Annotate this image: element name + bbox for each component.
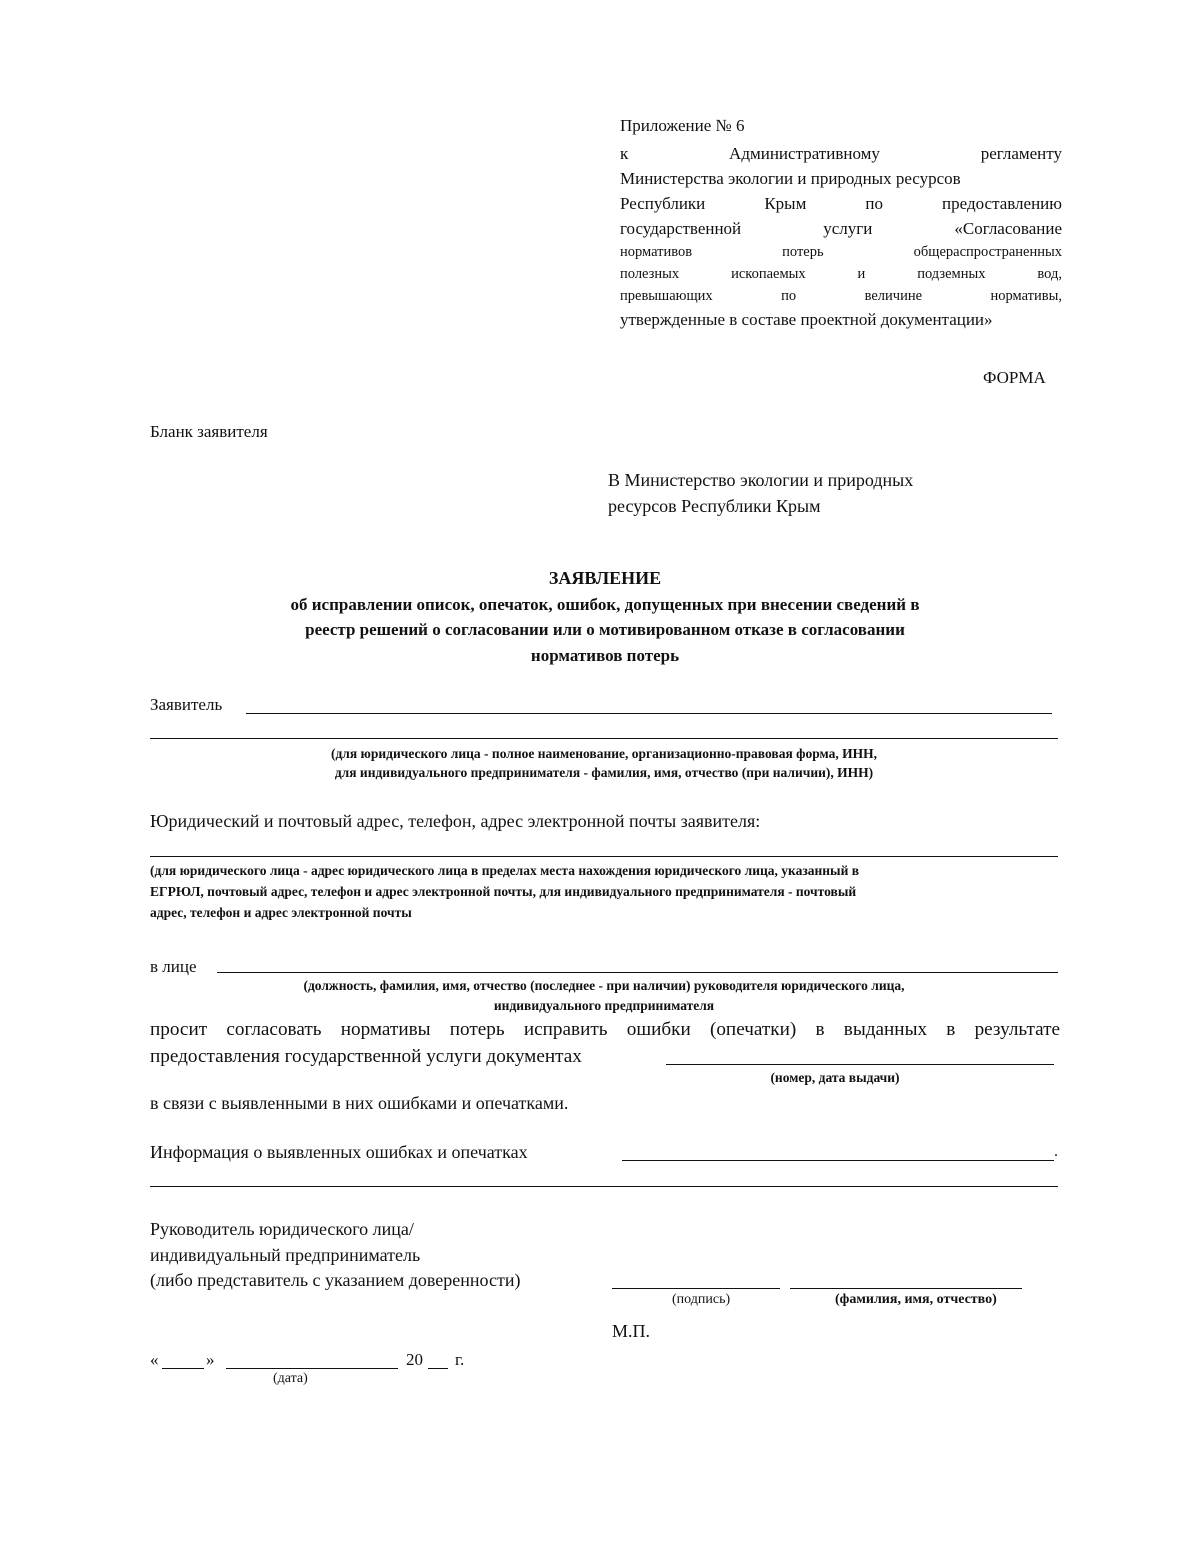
title-line-2: реестр решений о согласовании или о мотивированном отказе в согласовании [305, 620, 905, 639]
address-field-line[interactable] [150, 856, 1058, 857]
stamp-label: М.П. [612, 1321, 651, 1341]
appendix-word: по [781, 288, 797, 304]
appendix-line [620, 263, 1062, 285]
document-title: ЗАЯВЛЕНИЕ [548, 568, 662, 588]
appendix-word: Республики [620, 194, 706, 213]
appendix-text [620, 141, 1062, 332]
appendix-word: полезных [620, 266, 680, 282]
appendix-line [620, 141, 1062, 166]
appendix-word: величине [864, 288, 923, 304]
appendix-block [620, 114, 1062, 332]
addressee-line-1: В Министерство экологии и природных [608, 470, 914, 490]
appendix-word: Крым [764, 194, 807, 213]
title-line-3: нормативов потерь [530, 646, 680, 665]
applicant-label: Заявитель [150, 695, 223, 714]
appendix-word: ископаемых [731, 266, 806, 282]
signature-hint: (подпись) [672, 1292, 731, 1307]
documents-hint: (номер, дата выдачи) [770, 1070, 900, 1085]
signature-field-line[interactable] [612, 1288, 780, 1289]
representative-label: в лице [150, 957, 197, 976]
address-hint-3: адрес, телефон и адрес электронной почты [150, 905, 412, 920]
appendix-word: вод, [1037, 266, 1062, 282]
signature-line-2: индивидуальный предприниматель [150, 1245, 421, 1265]
representative-hint-2: индивидуального предпринимателя [493, 998, 715, 1013]
applicant-field-line-1[interactable] [246, 713, 1052, 714]
appendix-number: Приложение № 6 [620, 116, 745, 135]
title-line-1: об исправлении описок, опечаток, ошибок, допущенных при внесении сведений в [290, 595, 920, 614]
address-label: Юридический и почтовый адрес, телефон, адрес электронной почты заявителя: [150, 811, 761, 831]
appendix-line [620, 285, 1062, 307]
full-name-hint: (фамилия, имя, отчество) [835, 1292, 997, 1307]
appendix-word: по [865, 194, 883, 213]
errors-info-end-mark: . [1054, 1143, 1058, 1160]
appendix-word: государственной [620, 219, 742, 238]
request-line-3: в связи с выявленными в них ошибками и опечатками. [150, 1093, 569, 1113]
request-line-2: предоставления государственной услуги документах [150, 1046, 582, 1067]
address-hint-2: ЕГРЮЛ, почтовый адрес, телефон и адрес электронной почты, для индивидуального предпринимателя - почтовый [150, 884, 857, 899]
appendix-word: услуги [823, 219, 873, 238]
appendix-line [620, 166, 1062, 191]
appendix-word: превышающих [620, 288, 713, 304]
appendix-word: «Согласование [954, 219, 1062, 238]
form-label: ФОРМА [983, 368, 1046, 387]
date-day-field[interactable] [162, 1368, 204, 1369]
errors-info-field-line-1[interactable] [622, 1160, 1054, 1161]
appendix-word: нормативы, [990, 288, 1062, 304]
appendix-line [620, 191, 1062, 216]
representative-hint-1: (должность, фамилия, имя, отчество (последнее - при наличии) руководителя юридического лица, [303, 978, 905, 993]
errors-info-label: Информация о выявленных ошибках и опечатках [150, 1142, 528, 1162]
address-hint-1: (для юридического лица - адрес юридического лица в пределах места нахождения юридического лица, указанный в [150, 863, 860, 878]
date-year-field[interactable] [428, 1368, 448, 1369]
appendix-line [620, 307, 1062, 332]
date-year-prefix: 20 [406, 1350, 423, 1369]
signature-line-1: Руководитель юридического лица/ [150, 1219, 414, 1239]
applicant-blank-label: Бланк заявителя [150, 422, 268, 441]
errors-info-field-line-2[interactable] [150, 1186, 1058, 1187]
date-close-quote: » [206, 1350, 215, 1369]
appendix-word: и [857, 266, 866, 282]
appendix-word: утвержденные в составе проектной документации» [620, 310, 993, 329]
addressee-line-2: ресурсов Республики Крым [608, 496, 821, 516]
request-line-1: просит согласовать нормативы потерь исправить ошибки (опечатки) в выданных в результате [150, 1019, 1060, 1040]
appendix-word: общераспространенных [913, 244, 1062, 260]
appendix-word: предоставлению [942, 194, 1062, 213]
appendix-word: подземных [917, 266, 986, 282]
documents-field-line[interactable] [666, 1064, 1054, 1065]
date-open-quote: « [150, 1350, 159, 1369]
full-name-field-line[interactable] [790, 1288, 1022, 1289]
appendix-word: Административному [729, 144, 880, 163]
appendix-word: нормативов [620, 244, 693, 260]
applicant-hint-1: (для юридического лица - полное наименование, организационно-правовая форма, ИНН, [330, 746, 877, 761]
appendix-word: регламенту [980, 144, 1062, 163]
appendix-line [620, 241, 1062, 263]
applicant-field-line-2[interactable] [150, 738, 1058, 739]
appendix-line [620, 216, 1062, 241]
applicant-hint-2: для индивидуального предпринимателя - фамилия, имя, отчество (при наличии), ИНН) [334, 765, 874, 780]
representative-field-line[interactable] [217, 972, 1058, 973]
date-hint: (дата) [273, 1371, 308, 1386]
appendix-word: потерь [782, 244, 824, 260]
appendix-word: к [620, 144, 629, 163]
signature-line-3: (либо представитель с указанием доверенности) [150, 1270, 521, 1290]
date-year-suffix: г. [455, 1350, 465, 1369]
appendix-word: Министерства экологии и природных ресурсов [620, 169, 961, 188]
date-month-field[interactable] [226, 1368, 398, 1369]
